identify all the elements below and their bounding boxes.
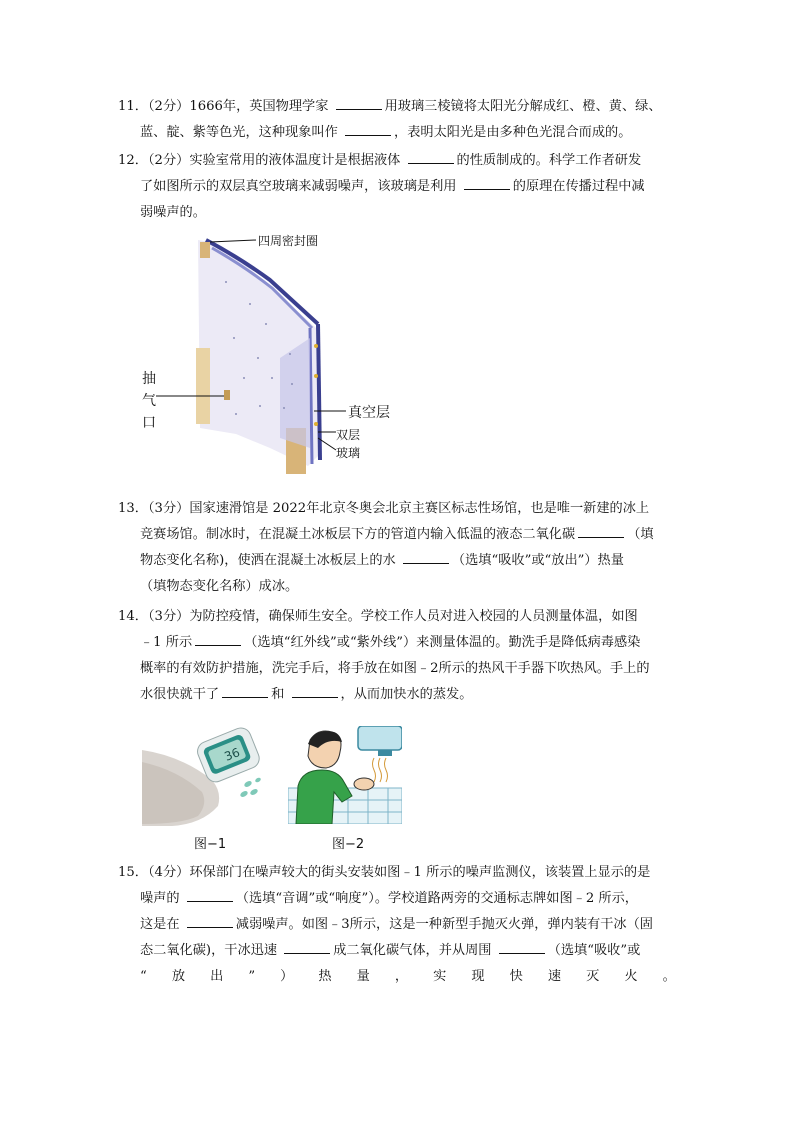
double-glass-label-2: 玻璃 bbox=[336, 446, 361, 460]
hand-dryer-figure bbox=[288, 726, 402, 824]
q15-justified-line: “ 放 出 ” ） 热 量 ， 实 现 快 速 灭 火 。 bbox=[140, 969, 676, 984]
answer-blank[interactable] bbox=[187, 913, 233, 928]
answer-blank[interactable] bbox=[345, 121, 391, 136]
vacuum-glass-figure bbox=[140, 228, 390, 490]
q15-line-1: 15．（4分）环保部门在噪声较大的街头安装如图﹣1 所示的噪声监测仪，该装置上显示的是 bbox=[118, 865, 651, 880]
answer-blank[interactable] bbox=[403, 549, 449, 564]
thermometer-illustration bbox=[142, 720, 268, 826]
thermometer-reading: 36 bbox=[222, 745, 242, 764]
answer-blank[interactable] bbox=[499, 939, 545, 954]
q14-line-4: 水很快就干了 和 ，从而加快水的蒸发。 bbox=[118, 682, 678, 708]
question-14 bbox=[118, 604, 678, 708]
answer-blank[interactable] bbox=[578, 523, 624, 538]
answer-blank[interactable] bbox=[187, 887, 233, 902]
q14-line-3: 概率的有效防护措施，洗完手后，将手放在如图﹣2所示的热风干手器下吹热风。手上的 bbox=[140, 661, 650, 676]
q13-line-3: 物态变化名称)，使洒在混凝土冰板层上的水 （选填“吸收”或“放出”）热量 bbox=[118, 548, 678, 574]
q11-line-2: 蓝、靛、紫等色光，这种现象叫作 ，表明太阳光是由多种色光混合而成的。 bbox=[118, 120, 678, 146]
answer-blank[interactable] bbox=[408, 149, 454, 164]
thermometer-figure bbox=[142, 720, 268, 826]
q13-line-4: （填物态变化名称）成冰。 bbox=[140, 579, 299, 594]
seal-label: 四周密封圈 bbox=[258, 234, 319, 248]
q14-line-1: 14．（3分）为防控疫情，确保师生安全。学校工作人员对进入校园的人员测量体温，如图 bbox=[118, 609, 638, 624]
figure-1-caption: 图−1 bbox=[194, 837, 227, 852]
answer-blank[interactable] bbox=[464, 175, 510, 190]
double-glass-label-1: 双层 bbox=[336, 428, 361, 442]
question-12 bbox=[118, 148, 678, 226]
q14-line-2: ﹣1 所示 （选填“红外线”或“紫外线”）来测量体温的。勤洗手是降低病毒感染 bbox=[118, 630, 678, 656]
question-13 bbox=[118, 496, 678, 600]
answer-blank[interactable] bbox=[222, 683, 268, 698]
answer-blank[interactable] bbox=[284, 939, 330, 954]
q12-line-1: 12．（2分）实验室常用的液体温度计是根据液体 的性质制成的。科学工作者研发 bbox=[118, 148, 678, 174]
q15-line-4: 态二氧化碳)，干冰迅速 成二氧化碳气体，并从周围 （选填“吸收”或 bbox=[118, 938, 678, 964]
q13-line-1: 13．（3分）国家速滑馆是 2022年北京冬奥会北京主赛区标志性场馆，也是唯一新建的冰上 bbox=[118, 501, 650, 516]
vacuum-layer-label: 真空层 bbox=[348, 405, 390, 421]
q15-line-3: 这是在 减弱噪声。如图﹣3所示，这是一种新型手抛灭火弹，弹内装有干冰（固 bbox=[118, 912, 678, 938]
q11-line-1: 11．（2分）1666年，英国物理学家 用玻璃三棱镜将太阳光分解成红、橙、黄、绿、 bbox=[118, 94, 678, 120]
answer-blank[interactable] bbox=[195, 631, 241, 646]
question-15 bbox=[118, 860, 678, 990]
q15-line-2: 噪声的 （选填“音调”或“响度”）。学校道路两旁的交通标志牌如图﹣2 所示， bbox=[118, 886, 678, 912]
answer-blank[interactable] bbox=[292, 683, 338, 698]
figure-2-caption: 图−2 bbox=[332, 837, 365, 852]
q12-line-2: 了如图所示的双层真空玻璃来减弱噪声，该玻璃是利用 的原理在传播过程中减 bbox=[118, 174, 678, 200]
pump-port-label: 抽 气 口 bbox=[142, 371, 156, 431]
hand-dryer-illustration bbox=[288, 726, 402, 824]
answer-blank[interactable] bbox=[336, 95, 382, 110]
question-11 bbox=[118, 94, 678, 146]
q12-line-3: 弱噪声的。 bbox=[140, 205, 206, 220]
q15-line-5 bbox=[118, 964, 678, 990]
q13-line-2: 竞赛场馆。制冰时，在混凝土冰板层下方的管道内输入低温的液态二氧化碳 （填 bbox=[118, 522, 678, 548]
